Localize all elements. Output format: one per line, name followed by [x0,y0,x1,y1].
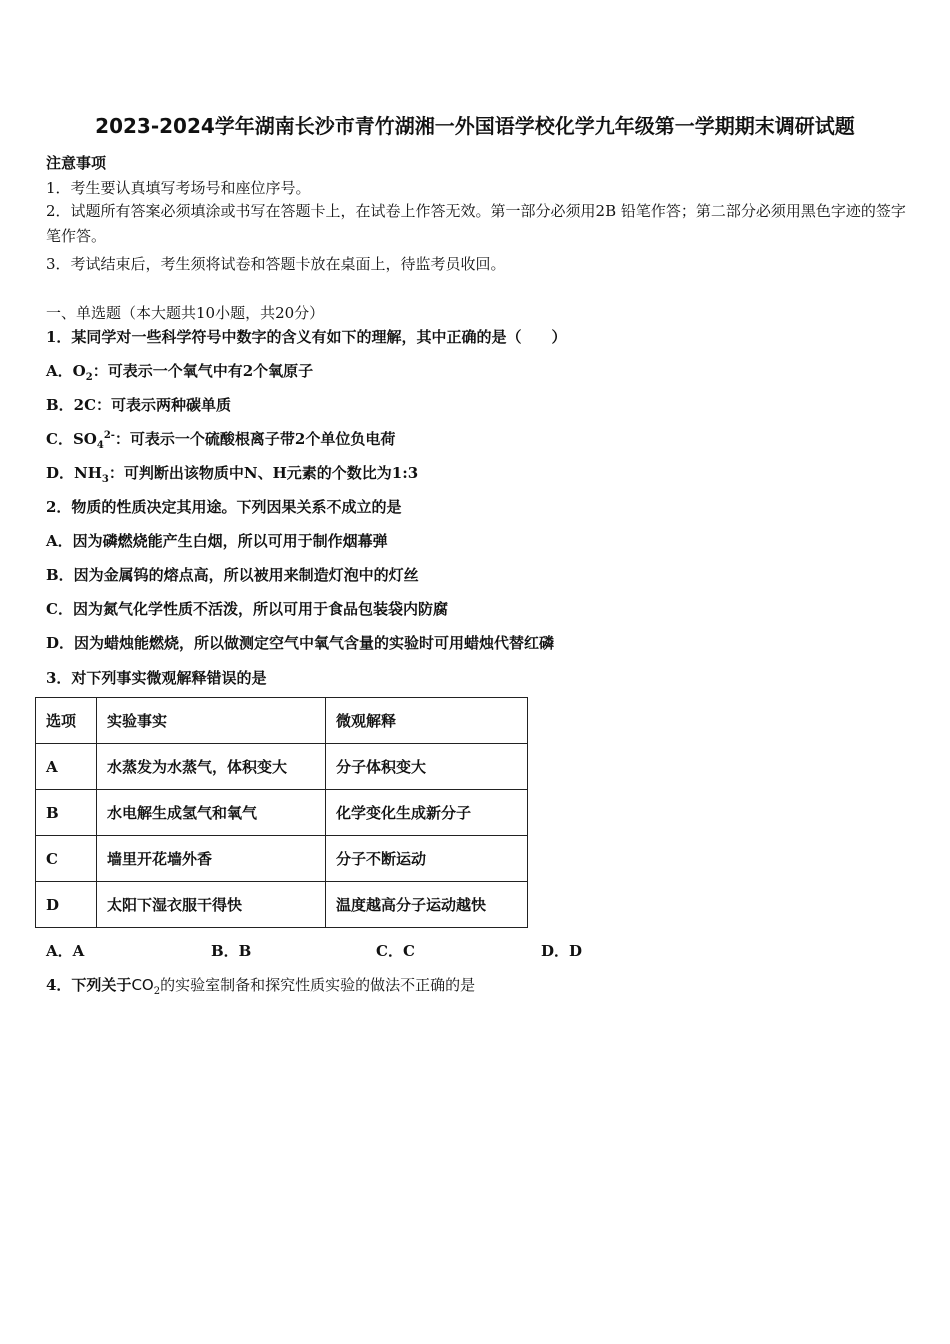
q3-stem: 3．对下列事实微观解释错误的是 [46,669,267,687]
q2-stem: 2．物质的性质决定其用途。下列因果关系不成立的是 [46,498,402,516]
table-cell: 分子体积变大 [326,744,528,790]
q2-option-b: B．因为金属钨的熔点高，所以被用来制造灯泡中的灯丝 [46,566,419,584]
q3-option-c: C．C [376,942,415,960]
table-cell: D [36,882,97,928]
table-header-cell: 选项 [36,698,97,744]
table-cell: 太阳下湿衣服干得快 [97,882,326,928]
q1-d-sub: 3 [101,474,109,485]
q1-a-pre: A．O [46,362,86,380]
notice-item-3: 3．考试结束后，考生须将试卷和答题卡放在桌面上，待监考员收回。 [46,255,506,273]
q1-c-pre: C．SO [46,430,97,448]
q3-option-d: D．D [541,942,583,960]
table-cell: 温度越高分子运动越快 [326,882,528,928]
table-header-row [36,698,528,744]
q4-stem-sub: 2 [153,986,161,997]
q3-table [35,697,528,928]
q2-option-d: D．因为蜡烛能燃烧，所以做测定空气中氧气含量的实验时可用蜡烛代替红磷 [46,634,555,652]
q4-stem [46,974,475,997]
table-row [36,790,528,836]
table-cell: C [36,836,97,882]
table-cell: 水电解生成氢气和氧气 [97,790,326,836]
page-title: 2023-2024学年湖南长沙市青竹湖湘一外国语学校化学九年级第一学期期末调研试题 [95,114,855,138]
table-cell: 水蒸发为水蒸气，体积变大 [97,744,326,790]
q4-stem-pre: 4．下列关于 [46,976,132,994]
table-row [36,744,528,790]
q1-option-a [46,360,313,383]
q2-option-c: C．因为氮气化学性质不活泼，所以可用于食品包装袋内防腐 [46,600,448,618]
q1-c-sub: 4 [96,440,104,451]
table-cell: A [36,744,97,790]
q3-option-b: B．B [211,942,252,960]
q3-option-a: A．A [46,942,85,960]
q1-option-b: B．2C：可表示两种碳单质 [46,396,232,414]
q4-stem-post: 的实验室制备和探究性质实验的做法不正确的是 [160,976,476,994]
q1-option-c [46,428,395,451]
table-cell: 化学变化生成新分子 [326,790,528,836]
q1-stem: 1．某同学对一些科学符号中数字的含义有如下的理解，其中正确的是（ ） [46,328,567,346]
q1-d-pre: D．NH [46,464,102,482]
table-row [36,836,528,882]
notice-item-2: 2．试题所有答案必须填涂或书写在答题卡上，在试卷上作答无效。第一部分必须用2B 铅笔作答；第二部分必须用黑色字迹的签字笔作答。 [46,202,906,245]
section-heading: 一、单选题（本大题共10小题，共20分） [46,304,325,322]
q1-a-sub: 2 [85,372,93,383]
table-cell: B [36,790,97,836]
q1-c-post: ：可表示一个硫酸根离子带2个单位负电荷 [114,430,396,448]
notice-item-1: 1．考生要认真填写考场号和座位序号。 [46,179,311,197]
table-row [36,882,528,928]
q1-option-d [46,462,418,485]
table-header-cell: 实验事实 [97,698,326,744]
q1-c-sup: 2- [103,430,115,441]
q2-option-a: A．因为磷燃烧能产生白烟，所以可用于制作烟幕弹 [46,532,388,550]
table-cell: 分子不断运动 [326,836,528,882]
q1-a-post: ：可表示一个氧气中有2个氧原子 [92,362,314,380]
table-cell: 墙里开花墙外香 [97,836,326,882]
q4-stem-formula: CO [131,976,154,994]
table-header-cell: 微观解释 [326,698,528,744]
q1-d-post: ：可判断出该物质中N、H元素的个数比为1:3 [108,464,419,482]
notice-heading: 注意事项 [46,154,107,172]
